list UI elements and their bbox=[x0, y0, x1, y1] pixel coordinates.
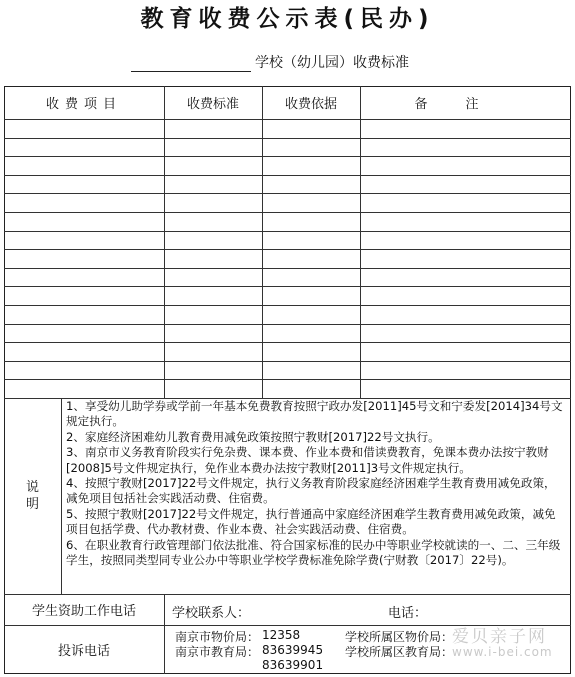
table-row-line bbox=[4, 379, 571, 380]
table-row-line bbox=[4, 324, 571, 325]
footer-vline bbox=[164, 594, 165, 674]
watermark-line2: www.i-bei.com bbox=[452, 645, 553, 659]
table-row-line bbox=[4, 249, 571, 250]
table-row-line bbox=[4, 138, 571, 139]
aid-phone-label: 学生资助工作电话 bbox=[31, 604, 136, 619]
district-edu-label: 学校所属区教育局： bbox=[345, 645, 454, 659]
school-name-blank bbox=[131, 55, 251, 72]
header-bottom-line bbox=[4, 119, 571, 120]
header-fee-standard: 收费标准 bbox=[186, 97, 239, 112]
watermark bbox=[452, 627, 570, 670]
district-price-label: 学校所属区物价局： bbox=[345, 630, 454, 644]
page-title: 教育收费公示表(民办) bbox=[140, 6, 435, 32]
header-fee-item: 收费项目 bbox=[45, 97, 122, 112]
table-row-line bbox=[4, 175, 571, 176]
note-item: 5、按照宁教财[2017]22号文件规定，执行普通高中家庭经济困难学生教育费用减免政策，减免项目包括学费、代办教材费、作业本费、社会实践活动费、住宿费。 bbox=[66, 506, 556, 537]
edu-bureau-phone-1: 83639945 bbox=[262, 643, 324, 657]
table-row-line bbox=[4, 268, 571, 269]
watermark-line1: 爱贝亲子网 bbox=[452, 627, 547, 647]
table-column-line bbox=[262, 86, 263, 398]
edu-bureau-phone-2: 83639901 bbox=[262, 658, 324, 672]
table-row-line bbox=[4, 156, 571, 157]
notes-text bbox=[66, 399, 567, 595]
table-row-line bbox=[4, 193, 571, 194]
note-item: 2、家庭经济困难幼儿教育费用减免政策按照宁教财[2017]22号文执行。 bbox=[66, 429, 440, 444]
table-row-line bbox=[4, 305, 571, 306]
subtitle: 学校（幼儿园）收费标准 bbox=[255, 55, 409, 71]
phone-label: 电话： bbox=[388, 606, 428, 621]
header-remarks-text: 备注 bbox=[414, 97, 517, 112]
table-row-line bbox=[4, 212, 571, 213]
table-row-line bbox=[4, 342, 571, 343]
subtitle-row bbox=[131, 52, 409, 72]
note-item: 3、南京市义务教育阶段实行免杂费、课本费、作业本费和借读费教育，免课本费办法按宁教财[2008]5号文件规定执行，免作业本费办法按宁教财[2011]3号文件规定执行。 bbox=[66, 445, 549, 475]
complaint-label: 投诉电话 bbox=[57, 644, 110, 659]
price-bureau-phone: 12358 bbox=[262, 628, 301, 642]
school-contact-label: 学校联系人： bbox=[172, 606, 251, 621]
notes-divider bbox=[61, 398, 62, 594]
notes-label bbox=[4, 398, 61, 594]
table-column-line bbox=[360, 86, 361, 398]
table-row-line bbox=[4, 361, 571, 362]
table-row-line bbox=[4, 286, 571, 287]
table-column-line bbox=[164, 86, 165, 398]
table-row-line bbox=[4, 231, 571, 232]
header-fee-basis: 收费依据 bbox=[284, 97, 337, 112]
note-item: 1、享受幼儿助学券或学前一年基本免费教育按照宁政办发[2011]45号文和宁委发[2014]34号文规定执行。 bbox=[66, 399, 563, 429]
price-bureau-label: 南京市物价局： bbox=[175, 630, 260, 644]
notes-label-line2: 明 bbox=[25, 497, 39, 512]
note-item: 6、在职业教育行政管理部门依法批准、符合国家标准的民办中等职业学校就读的一、二、三年级学生，按照同类型同专业公办中等职业学校学费标准免除学费(宁财教〔2017〕22号)。 bbox=[66, 537, 561, 568]
fee-table bbox=[4, 86, 571, 398]
header-remarks bbox=[360, 86, 571, 119]
edu-bureau-label: 南京市教育局： bbox=[175, 645, 260, 659]
note-item: 4、按照宁教财[2017]22号文件规定，执行义务教育阶段家庭经济困难学生教育费用减免政策，减免项目包括社会实践活动费、住宿费。 bbox=[66, 476, 556, 506]
notes-label-line1: 说 bbox=[25, 480, 39, 495]
